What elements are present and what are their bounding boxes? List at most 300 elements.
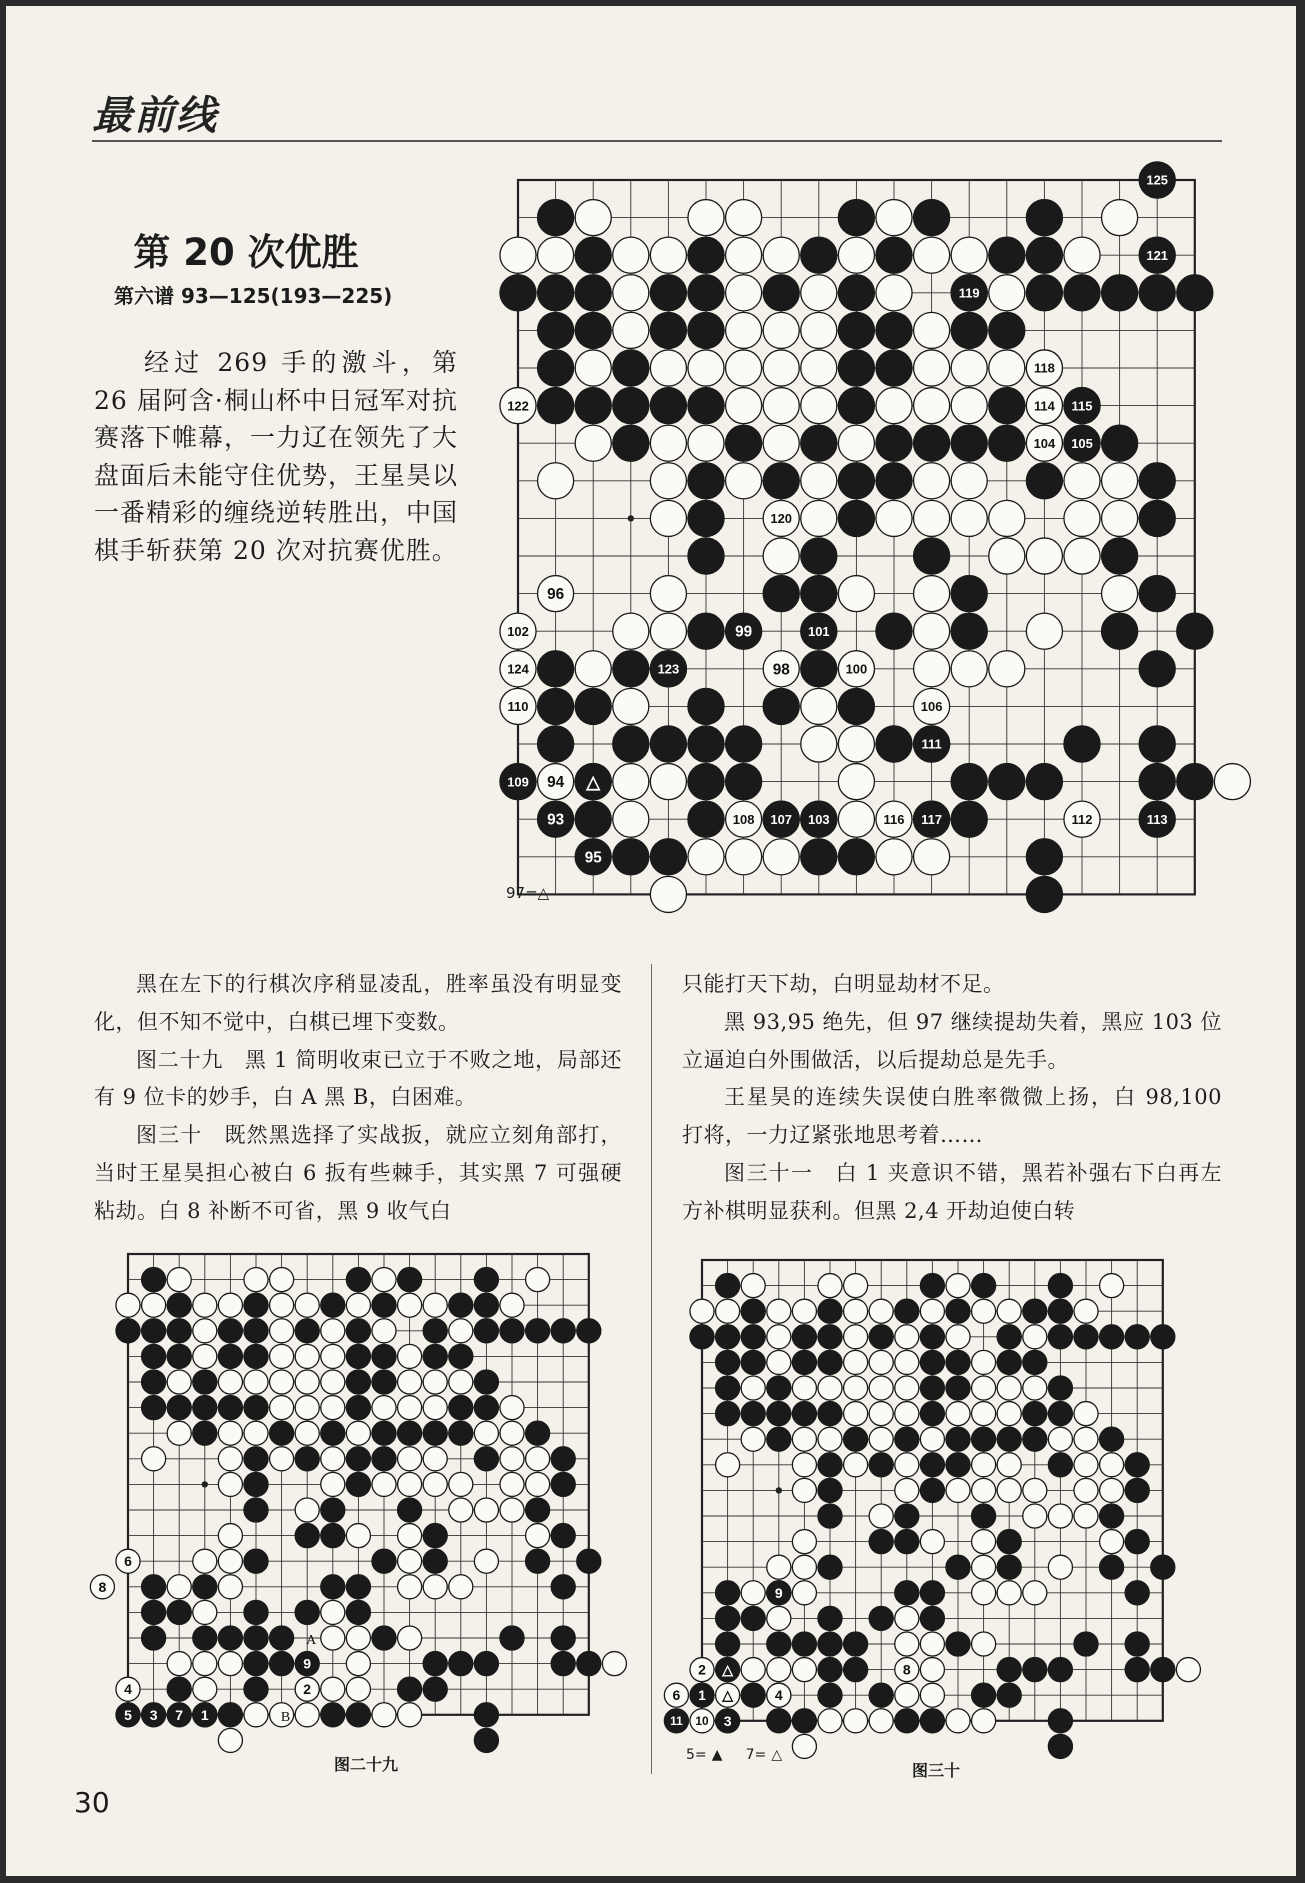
move-number-label: 108: [732, 811, 755, 827]
move-number-label: 122: [507, 398, 529, 414]
black-stone: [650, 275, 686, 311]
black-stone: [1026, 839, 1062, 875]
white-stone: [321, 1396, 345, 1420]
black-stone: [920, 1581, 944, 1605]
white-stone: [295, 1293, 319, 1317]
triangle-black-icon: ▲: [711, 1747, 723, 1763]
black-stone: [193, 1575, 217, 1599]
white-stone: [1074, 1478, 1098, 1502]
black-stone: [538, 350, 574, 386]
white-stone: [844, 1274, 868, 1298]
black-stone: [500, 1319, 524, 1343]
white-stone: [398, 1396, 422, 1420]
white-stone: [726, 839, 762, 875]
black-stone: [1102, 613, 1138, 649]
black-stone: [1151, 1658, 1175, 1682]
black-stone: [218, 1703, 242, 1727]
black-stone: [449, 1421, 473, 1445]
move-number-label: 107: [770, 811, 793, 827]
white-stone: [951, 388, 987, 424]
black-stone: [920, 1350, 944, 1374]
black-stone: [716, 1350, 740, 1374]
white-stone: [946, 1325, 970, 1349]
black-stone: [613, 350, 649, 386]
black-stone: [946, 1453, 970, 1477]
white-stone: [688, 839, 724, 875]
black-stone: [538, 688, 574, 724]
white-stone: [876, 200, 912, 236]
black-stone: [869, 1453, 893, 1477]
white-stone: [116, 1293, 140, 1317]
black-stone: [193, 1626, 217, 1650]
white-stone: [244, 1370, 268, 1394]
black-stone: [244, 1498, 268, 1522]
move-number-label: 10: [695, 1714, 709, 1729]
black-stone: [895, 1504, 919, 1528]
black-stone: [474, 1319, 498, 1343]
white-stone: [920, 1299, 944, 1323]
black-stone: [920, 1453, 944, 1477]
column-divider: [651, 964, 652, 1774]
black-stone: [690, 1325, 714, 1349]
white-stone: [1048, 1427, 1072, 1451]
move-number-label: 98: [772, 661, 790, 679]
move-number-label: 5: [124, 1706, 132, 1723]
black-stone: [951, 576, 987, 612]
white-stone: [270, 1447, 294, 1471]
white-stone: [244, 1421, 268, 1445]
white-stone: [989, 275, 1025, 311]
move-number-label: 9: [774, 1584, 783, 1601]
white-stone: [895, 1683, 919, 1707]
black-stone: [801, 425, 837, 461]
black-stone: [167, 1293, 191, 1317]
black-stone: [538, 312, 574, 348]
black-stone: [538, 651, 574, 687]
white-stone: [801, 500, 837, 536]
white-stone: [972, 1555, 996, 1579]
white-stone: [876, 500, 912, 536]
move-number-label: 112: [1071, 811, 1093, 827]
white-stone: [346, 1652, 370, 1676]
white-stone: [474, 1549, 498, 1573]
black-stone: [474, 1652, 498, 1676]
black-stone: [876, 350, 912, 386]
black-stone: [920, 1709, 944, 1733]
black-stone: [1102, 275, 1138, 311]
black-stone: [423, 1549, 447, 1573]
white-stone: [526, 1524, 550, 1548]
black-stone: [1048, 1299, 1072, 1323]
black-stone: [372, 1421, 396, 1445]
white-stone: [972, 1376, 996, 1400]
white-stone: [218, 1652, 242, 1676]
white-stone: [767, 1299, 791, 1323]
white-stone: [844, 1709, 868, 1733]
white-stone: [997, 1453, 1021, 1477]
white-stone: [398, 1370, 422, 1394]
white-stone: [613, 688, 649, 724]
white-stone: [423, 1472, 447, 1496]
black-stone: [650, 726, 686, 762]
figure-30-note-b: 7=: [745, 1747, 767, 1763]
white-stone: [526, 1268, 550, 1292]
black-stone: [551, 1472, 575, 1496]
white-stone: [295, 1344, 319, 1368]
white-stone: [500, 1293, 524, 1317]
black-stone: [551, 1447, 575, 1471]
move-number-label: 94: [547, 774, 565, 792]
black-stone: [1023, 1402, 1047, 1426]
header-rule: [92, 140, 1222, 142]
white-stone: [792, 1658, 816, 1682]
white-stone: [270, 1396, 294, 1420]
white-stone: [613, 275, 649, 311]
white-stone: [763, 312, 799, 348]
white-stone: [972, 1478, 996, 1502]
black-stone: [423, 1344, 447, 1368]
black-stone: [346, 1268, 370, 1292]
black-stone: [346, 1575, 370, 1599]
move-number-label: △: [722, 1687, 733, 1704]
white-stone: [346, 1524, 370, 1548]
black-stone: [741, 1402, 765, 1426]
white-stone: [1074, 1427, 1098, 1451]
black-stone: [869, 1606, 893, 1630]
white-stone: [423, 1293, 447, 1317]
black-stone: [1048, 1658, 1072, 1682]
move-number-label: 117: [921, 811, 943, 827]
black-stone: [193, 1370, 217, 1394]
white-stone: [1064, 463, 1100, 499]
black-stone: [244, 1549, 268, 1573]
white-stone: [792, 1376, 816, 1400]
black-stone: [474, 1370, 498, 1394]
white-stone: [792, 1478, 816, 1502]
black-stone: [613, 388, 649, 424]
black-stone: [767, 1427, 791, 1451]
white-stone: [575, 425, 611, 461]
black-stone: [838, 275, 874, 311]
white-stone: [295, 1370, 319, 1394]
black-stone: [688, 388, 724, 424]
black-stone: [876, 463, 912, 499]
white-stone: [193, 1344, 217, 1368]
white-stone: [741, 1658, 765, 1682]
black-stone: [551, 1626, 575, 1650]
main-go-board-diagram: [496, 152, 1216, 892]
black-stone: [1048, 1709, 1072, 1733]
black-stone: [688, 312, 724, 348]
black-stone: [1102, 425, 1138, 461]
black-stone: [372, 1549, 396, 1573]
white-stone: [321, 1626, 345, 1650]
figure-30-go-diagram: [670, 1242, 1216, 1762]
black-stone: [244, 1677, 268, 1701]
move-number-label: 6: [124, 1553, 132, 1570]
white-stone: [346, 1293, 370, 1317]
move-number-label: 93: [547, 811, 565, 829]
black-stone: [295, 1524, 319, 1548]
white-stone: [398, 1293, 422, 1317]
black-stone: [142, 1575, 166, 1599]
black-stone: [688, 538, 724, 574]
white-stone: [321, 1319, 345, 1343]
black-stone: [920, 1274, 944, 1298]
white-stone: [838, 801, 874, 837]
white-stone: [914, 463, 950, 499]
white-stone: [741, 1376, 765, 1400]
black-stone: [575, 688, 611, 724]
black-stone: [741, 1325, 765, 1349]
black-stone: [1064, 726, 1100, 762]
white-stone: [989, 651, 1025, 687]
page-number: 30: [74, 1786, 110, 1819]
black-stone: [423, 1524, 447, 1548]
black-stone: [818, 1350, 842, 1374]
white-stone: [1102, 463, 1138, 499]
black-stone: [474, 1396, 498, 1420]
white-stone: [575, 350, 611, 386]
black-stone: [869, 1530, 893, 1554]
black-stone: [876, 425, 912, 461]
black-stone: [538, 726, 574, 762]
white-stone: [372, 1703, 396, 1727]
white-stone: [167, 1268, 191, 1292]
white-stone: [1102, 500, 1138, 536]
white-stone: [500, 237, 536, 273]
white-stone: [193, 1293, 217, 1317]
white-stone: [792, 1734, 816, 1758]
move-number-label: 116: [883, 811, 905, 827]
black-stone: [1125, 1581, 1149, 1605]
black-stone: [1125, 1530, 1149, 1554]
white-stone: [1048, 1504, 1072, 1528]
white-stone: [346, 1677, 370, 1701]
black-stone: [997, 1350, 1021, 1374]
paragraph: 黑在左下的行棋次序稍显凌乱，胜率虽没有明显变化，但不知不觉中，白棋已埋下变数。: [94, 972, 622, 1034]
white-stone: [142, 1447, 166, 1471]
black-stone: [792, 1350, 816, 1374]
black-stone: [818, 1478, 842, 1502]
white-stone: [844, 1299, 868, 1323]
black-stone: [449, 1344, 473, 1368]
white-stone: [449, 1498, 473, 1522]
white-stone: [914, 613, 950, 649]
black-stone: [1125, 1632, 1149, 1656]
black-stone: [946, 1376, 970, 1400]
black-stone: [951, 801, 987, 837]
black-stone: [577, 1319, 601, 1343]
black-stone: [838, 312, 874, 348]
black-stone: [423, 1421, 447, 1445]
black-stone: [688, 726, 724, 762]
black-stone: [1139, 500, 1175, 536]
black-stone: [613, 425, 649, 461]
black-stone: [1151, 1325, 1175, 1349]
white-stone: [1102, 576, 1138, 612]
white-stone: [801, 275, 837, 311]
white-stone: [500, 1421, 524, 1445]
white-stone: [613, 613, 649, 649]
white-stone: [726, 200, 762, 236]
move-number-label: 118: [1033, 360, 1055, 376]
black-stone: [920, 1402, 944, 1426]
black-stone: [1100, 1504, 1124, 1528]
move-number-label: 4: [124, 1681, 132, 1698]
white-stone: [838, 237, 874, 273]
black-stone: [1026, 200, 1062, 236]
white-stone: [218, 1447, 242, 1471]
black-stone: [526, 1319, 550, 1343]
white-stone: [1023, 1376, 1047, 1400]
white-stone: [946, 1402, 970, 1426]
black-stone: [193, 1396, 217, 1420]
white-stone: [270, 1268, 294, 1292]
figure-30-note-a: 5=: [686, 1747, 707, 1763]
black-stone: [767, 1402, 791, 1426]
white-stone: [818, 1274, 842, 1298]
black-stone: [1023, 1427, 1047, 1451]
move-number-label: 3: [149, 1706, 158, 1723]
black-stone: [876, 726, 912, 762]
white-stone: [398, 1703, 422, 1727]
black-stone: [1100, 1427, 1124, 1451]
white-stone: [914, 651, 950, 687]
black-stone: [1048, 1453, 1072, 1477]
white-stone: [920, 1658, 944, 1682]
move-number-label: 110: [507, 699, 529, 715]
white-stone: [972, 1350, 996, 1374]
black-stone: [989, 312, 1025, 348]
white-stone: [398, 1626, 422, 1650]
black-stone: [818, 1402, 842, 1426]
white-stone: [869, 1709, 893, 1733]
white-stone: [869, 1427, 893, 1451]
black-stone: [844, 1427, 868, 1451]
black-stone: [142, 1626, 166, 1650]
white-stone: [914, 839, 950, 875]
white-stone: [449, 1472, 473, 1496]
white-stone: [449, 1370, 473, 1394]
white-stone: [914, 350, 950, 386]
white-stone: [1064, 538, 1100, 574]
white-stone: [838, 425, 874, 461]
move-number-label: 3: [723, 1712, 732, 1729]
white-stone: [321, 1472, 345, 1496]
black-stone: [244, 1600, 268, 1624]
black-stone: [838, 463, 874, 499]
white-stone: [1100, 1274, 1124, 1298]
white-stone: [920, 1530, 944, 1554]
black-stone: [895, 1709, 919, 1733]
black-stone: [997, 1555, 1021, 1579]
white-stone: [951, 651, 987, 687]
black-stone: [1023, 1658, 1047, 1682]
black-stone: [716, 1274, 740, 1298]
black-stone: [551, 1575, 575, 1599]
black-stone: [1064, 275, 1100, 311]
black-stone: [801, 576, 837, 612]
black-stone: [423, 1652, 447, 1676]
black-stone: [346, 1600, 370, 1624]
white-stone: [423, 1396, 447, 1420]
white-stone: [741, 1427, 765, 1451]
white-stone: [218, 1472, 242, 1496]
move-number-label: 121: [1146, 247, 1169, 263]
white-stone: [741, 1581, 765, 1605]
white-stone: [650, 463, 686, 499]
black-stone: [244, 1293, 268, 1317]
white-stone: [792, 1453, 816, 1477]
black-stone: [997, 1530, 1021, 1554]
black-stone: [526, 1421, 550, 1445]
black-stone: [1026, 463, 1062, 499]
black-stone: [613, 726, 649, 762]
white-stone: [500, 1396, 524, 1420]
white-stone: [1023, 1478, 1047, 1502]
black-stone: [575, 275, 611, 311]
black-stone: [650, 839, 686, 875]
black-stone: [244, 1472, 268, 1496]
white-stone: [650, 576, 686, 612]
black-stone: [741, 1299, 765, 1323]
white-stone: [801, 388, 837, 424]
move-number-label: 114: [1033, 398, 1055, 414]
black-stone: [270, 1421, 294, 1445]
white-stone: [972, 1453, 996, 1477]
white-stone: [951, 237, 987, 273]
black-stone: [763, 275, 799, 311]
white-stone: [244, 1268, 268, 1292]
article-subtitle: 第六谱 93—125(193—225): [114, 284, 393, 308]
black-stone: [346, 1447, 370, 1471]
white-stone: [688, 425, 724, 461]
white-stone: [951, 350, 987, 386]
white-stone: [474, 1498, 498, 1522]
black-stone: [1139, 463, 1175, 499]
black-stone: [1139, 764, 1175, 800]
white-stone: [650, 425, 686, 461]
black-stone: [895, 1530, 919, 1554]
white-stone: [193, 1319, 217, 1343]
black-stone: [575, 237, 611, 273]
black-stone: [1102, 538, 1138, 574]
move-number-label: 99: [735, 623, 753, 641]
black-stone: [801, 651, 837, 687]
black-stone: [688, 463, 724, 499]
black-stone: [577, 1652, 601, 1676]
white-stone: [951, 500, 987, 536]
black-stone: [1048, 1734, 1072, 1758]
white-stone: [997, 1376, 1021, 1400]
white-stone: [869, 1350, 893, 1374]
move-number-label: 1: [698, 1687, 706, 1704]
white-stone: [295, 1396, 319, 1420]
white-stone: [244, 1703, 268, 1727]
black-stone: [997, 1325, 1021, 1349]
black-stone: [244, 1447, 268, 1471]
black-stone: [838, 500, 874, 536]
black-stone: [1026, 275, 1062, 311]
black-stone: [321, 1575, 345, 1599]
black-stone: [914, 200, 950, 236]
white-stone: [838, 576, 874, 612]
black-stone: [218, 1626, 242, 1650]
black-stone: [500, 1626, 524, 1650]
white-stone: [844, 1453, 868, 1477]
black-stone: [142, 1319, 166, 1343]
